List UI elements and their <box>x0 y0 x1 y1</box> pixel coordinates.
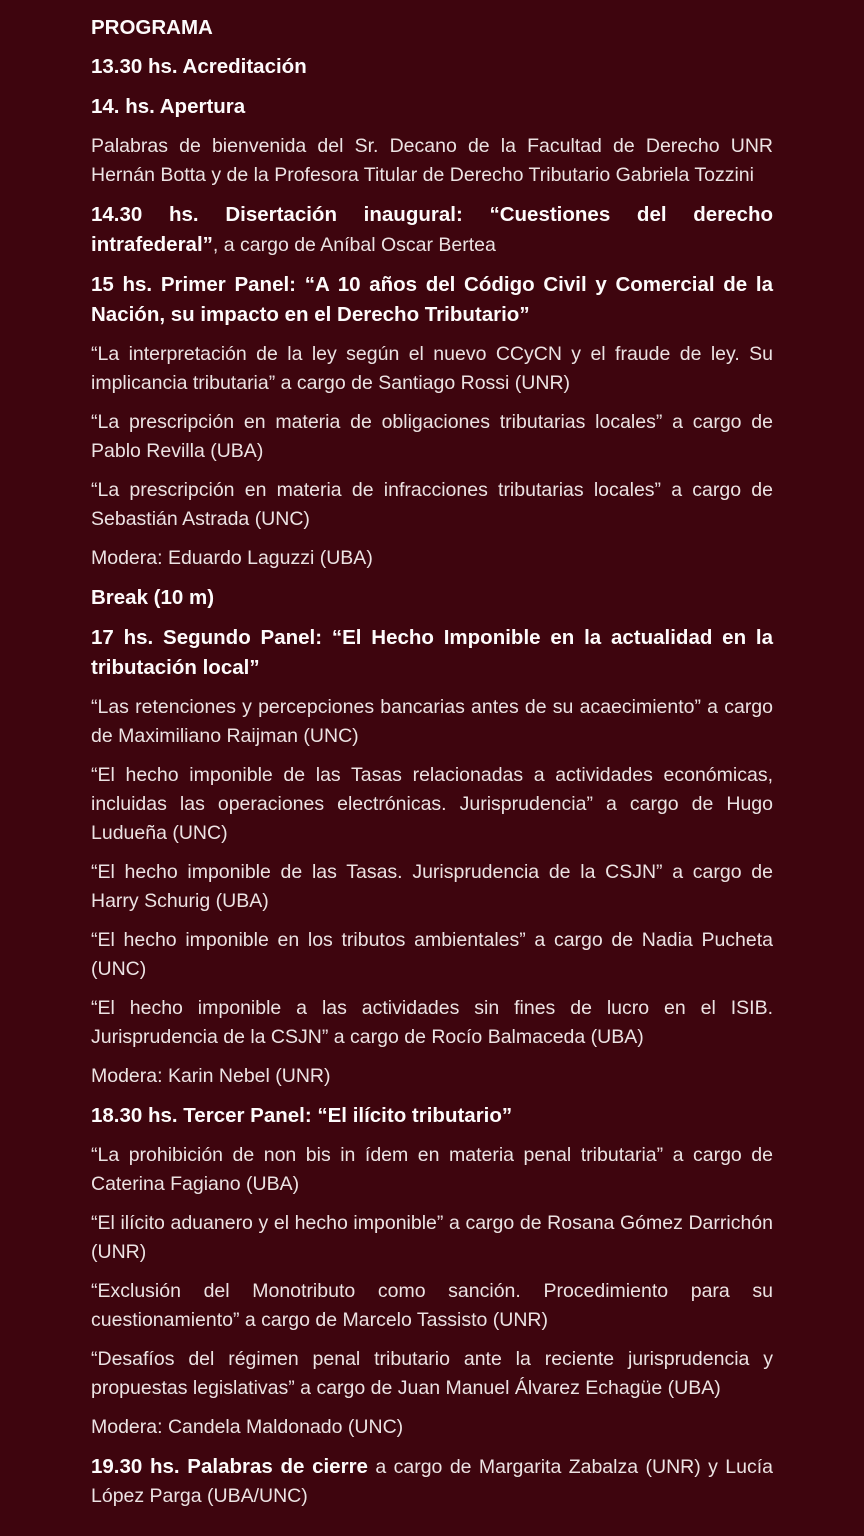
program-item-text: “La interpretación de la ley según el nuevo CCyCN y el fraude de ley. Su implicancia tributaria” a cargo de Santiago Rossi (UNR) <box>91 343 773 394</box>
program-item-text: “El hecho imponible de las Tasas. Jurisprudencia de la CSJN” a cargo de Harry Schurig (UBA) <box>91 861 773 912</box>
program-list <box>91 52 773 1511</box>
program-item <box>91 92 773 122</box>
program-item <box>91 1345 773 1403</box>
program-item-heading: 13.30 hs. Acreditación <box>91 55 307 78</box>
program-item-heading: 14.30 hs. Disertación inaugural: “Cuestiones del derecho intrafederal” <box>91 203 773 256</box>
program-item <box>91 1209 773 1267</box>
program-item-text: “La prescripción en materia de obligaciones tributarias locales” a cargo de Pablo Revilla (UBA) <box>91 411 773 462</box>
program-item-text: Palabras de bienvenida del Sr. Decano de la Facultad de Derecho UNR Hernán Botta y de la Profesora Titular de Derecho Tributario Gabriela Tozzini <box>91 135 773 186</box>
program-item <box>91 583 773 613</box>
program-item <box>91 200 773 260</box>
program-item-text: “El hecho imponible en los tributos ambientales” a cargo de Nadia Pucheta (UNC) <box>91 929 773 980</box>
program-item <box>91 476 773 534</box>
program-item <box>91 132 773 190</box>
program-item-heading: 14. hs. Apertura <box>91 95 246 118</box>
program-item <box>91 693 773 751</box>
program-item <box>91 408 773 466</box>
program-item <box>91 761 773 848</box>
program-item-text: a cargo de Margarita Zabalza (UNR) y Lucía López Parga (UBA/UNC) <box>91 1456 774 1507</box>
program-item-text: “La prohibición de non bis in ídem en materia penal tributaria” a cargo de Caterina Fagiano (UBA) <box>91 1144 773 1195</box>
program-item <box>91 1413 773 1442</box>
program-item <box>91 340 773 398</box>
program-item <box>91 623 773 683</box>
program-item <box>91 1452 773 1511</box>
program-item-text: Modera: Eduardo Laguzzi (UBA) <box>91 547 373 569</box>
program-item-text: “El hecho imponible de las Tasas relacionadas a actividades económicas, incluidas las operaciones electrónicas. Jurisprudencia” a cargo de Hugo Ludueña (UNC) <box>91 764 773 844</box>
program-item <box>91 1101 773 1131</box>
program-item <box>91 1277 773 1335</box>
program-item-text: “Desafíos del régimen penal tributario ante la reciente jurisprudencia y propuestas legislativas” a cargo de Juan Manuel Álvarez Echagüe (UBA) <box>91 1348 773 1399</box>
program-item-text: “El hecho imponible a las actividades sin fines de lucro en el ISIB. Jurisprudencia de la CSJN” a cargo de Rocío Balmaceda (UBA) <box>91 997 773 1048</box>
program-item-text: “La prescripción en materia de infracciones tributarias locales” a cargo de Sebastián Astrada (UNC) <box>91 479 773 530</box>
program-item <box>91 1062 773 1091</box>
program-item-text: “El ilícito aduanero y el hecho imponible” a cargo de Rosana Gómez Darrichón (UNR) <box>91 1212 773 1263</box>
program-item-heading: 17 hs. Segundo Panel: “El Hecho Imponible en la actualidad en la tributación local” <box>91 626 773 679</box>
program-item <box>91 926 773 984</box>
program-item <box>91 1141 773 1199</box>
program-item-heading: Break (10 m) <box>91 586 215 609</box>
program-item-heading: 19.30 hs. Palabras de cierre <box>91 1455 368 1478</box>
program-item-text: “Exclusión del Monotributo como sanción. Procedimiento para su cuestionamiento” a cargo de Marcelo Tassisto (UNR) <box>91 1280 773 1331</box>
program-item-text: , a cargo de Aníbal Oscar Bertea <box>212 234 496 256</box>
program-item-text: “Las retenciones y percepciones bancarias antes de su acaecimiento” a cargo de Maximiliano Raijman (UNC) <box>91 696 773 747</box>
program-item <box>91 52 773 82</box>
program-item <box>91 544 773 573</box>
program-item <box>91 858 773 916</box>
program-item-heading: 18.30 hs. Tercer Panel: “El ilícito tributario” <box>91 1104 513 1127</box>
program-item-heading: 15 hs. Primer Panel: “A 10 años del Código Civil y Comercial de la Nación, su impacto en el Derecho Tributario” <box>91 273 773 326</box>
program-item <box>91 994 773 1052</box>
program-title: PROGRAMA <box>91 16 213 39</box>
program-item-text: Modera: Candela Maldonado (UNC) <box>91 1416 404 1438</box>
program-item <box>91 270 773 330</box>
program-item-text: Modera: Karin Nebel (UNR) <box>91 1065 331 1087</box>
